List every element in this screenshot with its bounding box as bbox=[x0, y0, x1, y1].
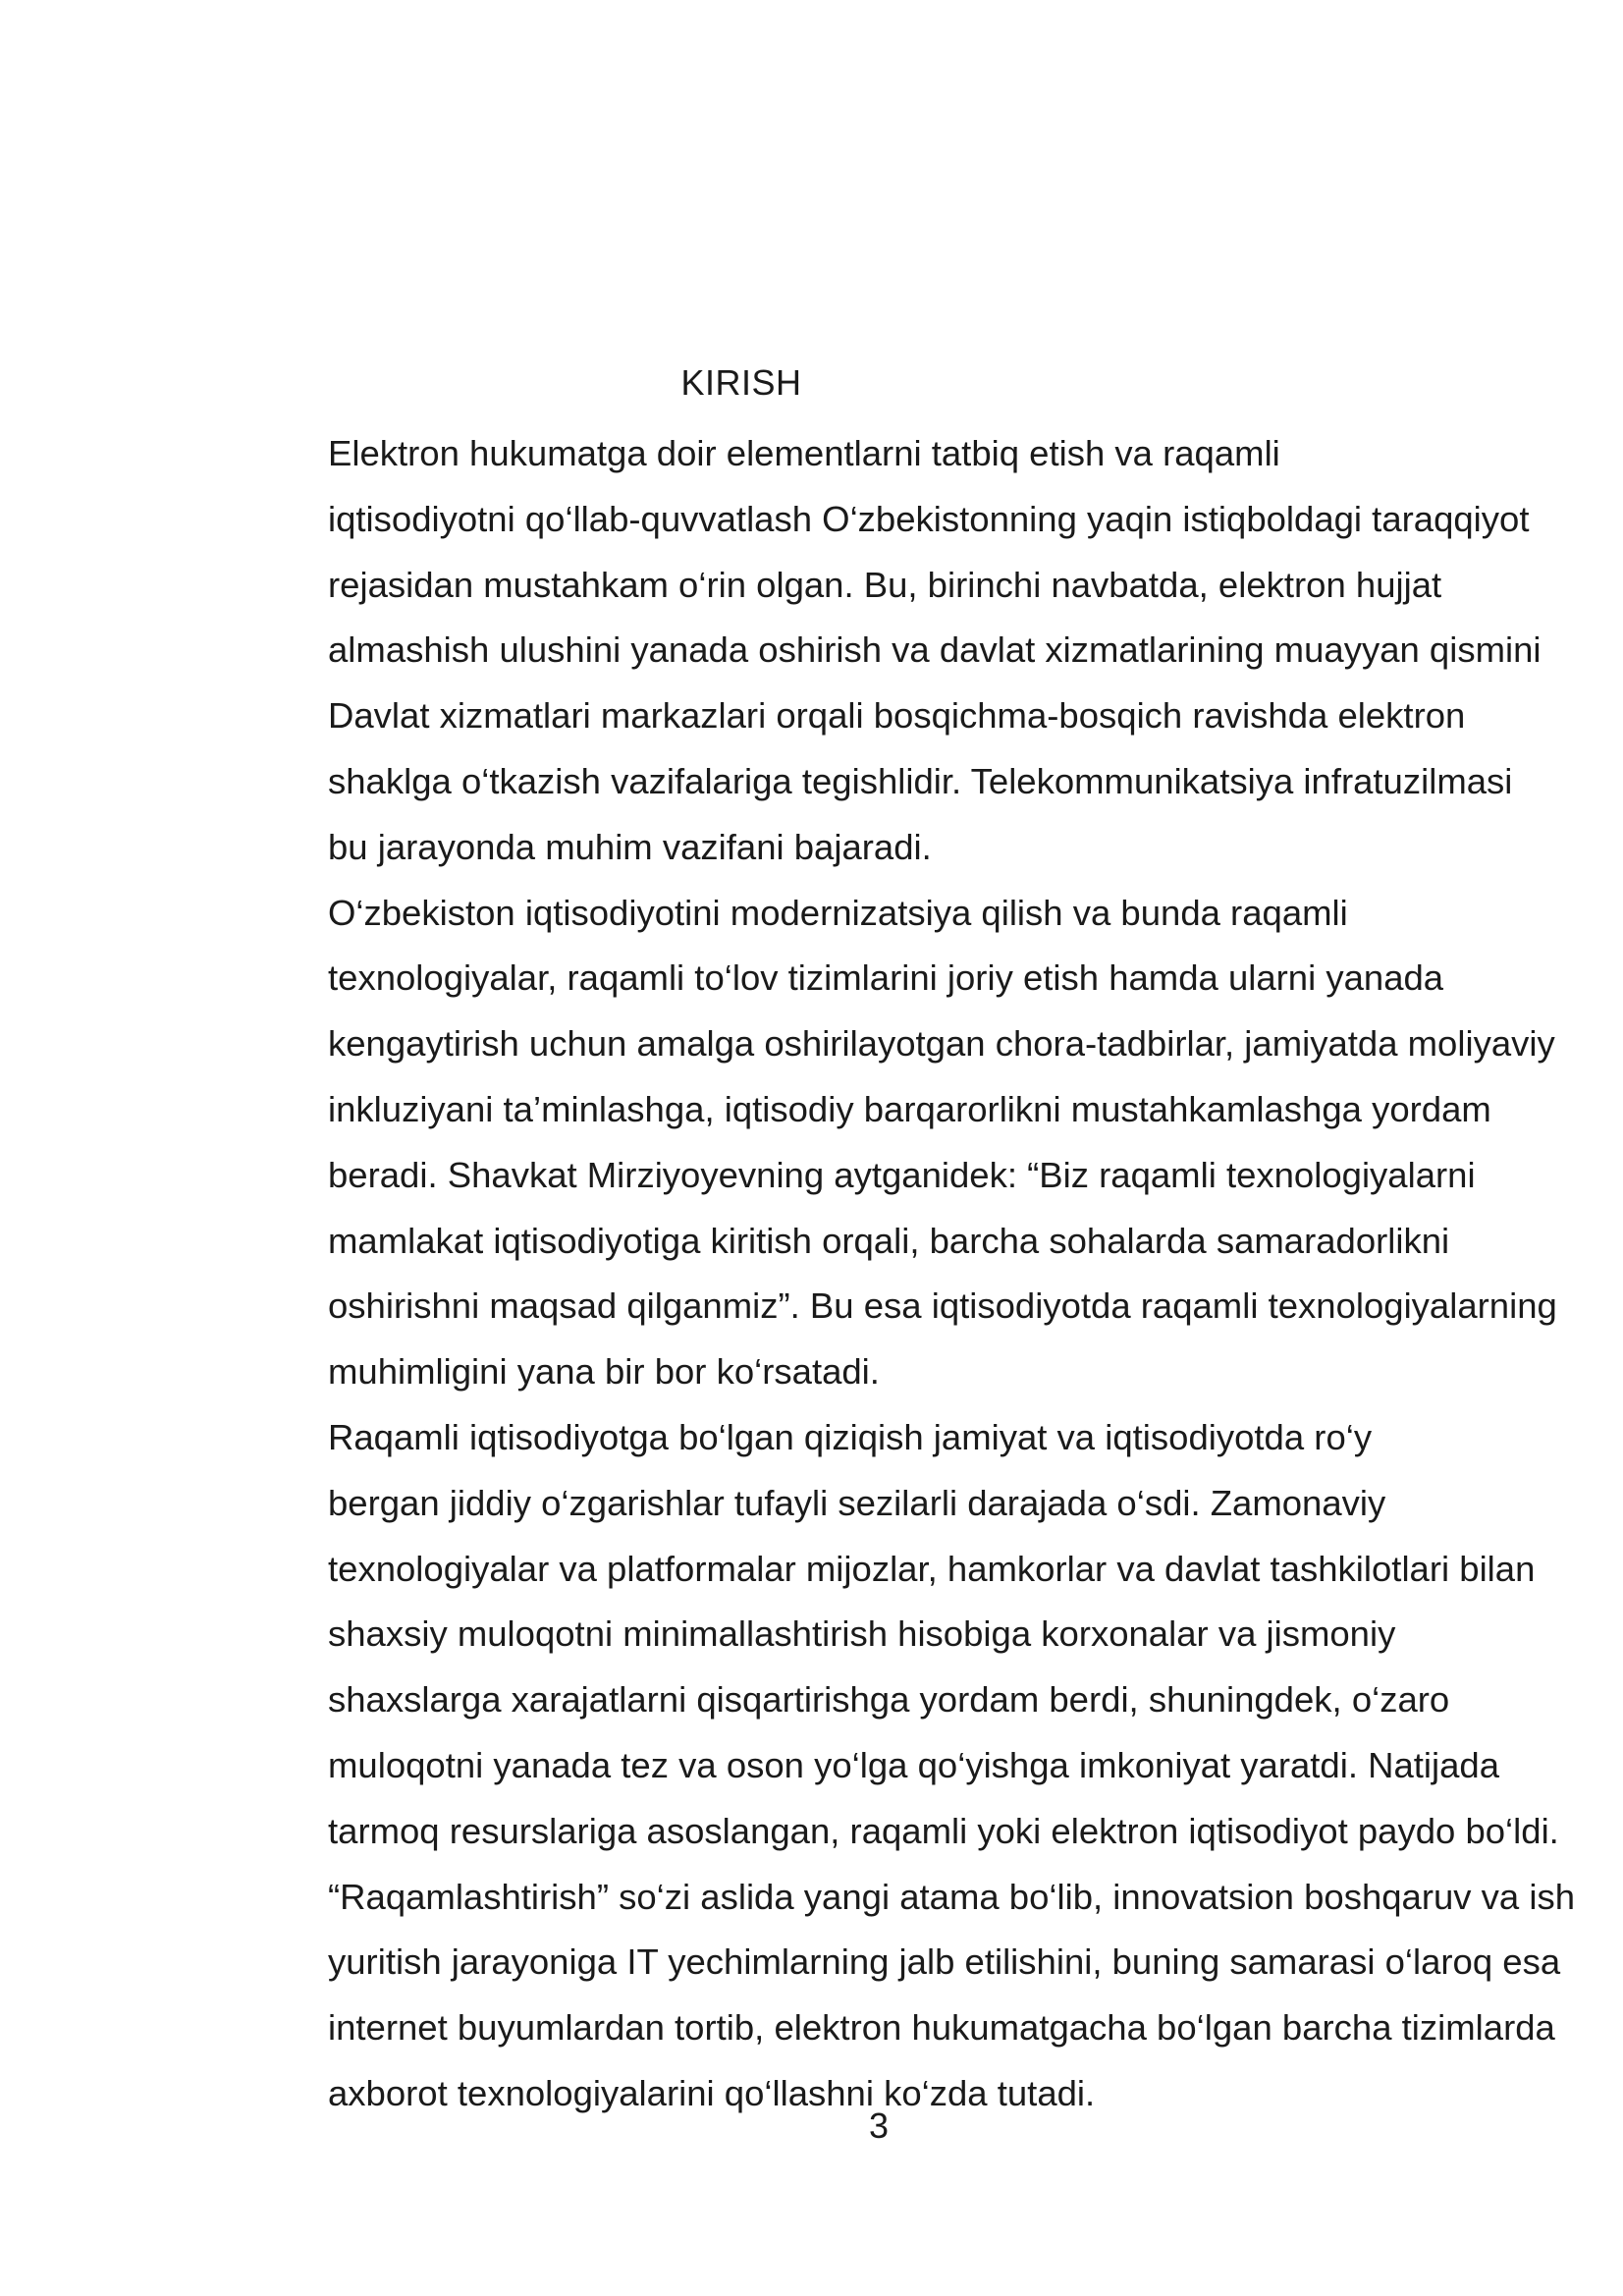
text-line: rejasidan mustahkam o‘rin olgan. Bu, birinchi navbatda, elektron hujjat bbox=[328, 564, 1442, 605]
text-line: mamlakat iqtisodiyotiga kiritish orqali, barcha sohalarda samaradorlikni bbox=[328, 1220, 1450, 1261]
text-line: Davlat xizmatlari markazlari orqali bosqichma-bosqich ravishda elektron bbox=[328, 695, 1466, 737]
page-title: KIRISH bbox=[680, 362, 802, 403]
text-line: iqtisodiyotni qo‘llab-quvvatlash O‘zbekistonning yaqin istiqboldagi taraqqiyot bbox=[328, 498, 1530, 539]
paragraph-3 bbox=[232, 1405, 1576, 2127]
text-line: kengaytirish uchun amalga oshirilayotgan chora-tadbirlar, jamiyatda moliyaviy bbox=[328, 1023, 1555, 1065]
text-line: Elektron hukumatga doir elementlarni tatbiq etish va raqamli bbox=[328, 433, 1280, 473]
text-line: bu jarayonda muhim vazifani bajaradi. bbox=[328, 826, 932, 867]
text-line: shaklga o‘tkazish vazifalariga tegishlidir. Telekommunikatsiya infratuzilmasi bbox=[328, 760, 1513, 801]
body-text bbox=[232, 421, 1576, 2127]
text-line: Raqamli iqtisodiyotga bo‘lgan qiziqish jamiyat va iqtisodiyotda ro‘y bbox=[328, 1416, 1373, 1457]
text-line: almashish ulushini yanada oshirish va davlat xizmatlarining muayyan qismini bbox=[328, 629, 1542, 671]
text-line: shaxsiy muloqotni minimallashtirish hisobiga korxonalar va jismoniy bbox=[328, 1613, 1396, 1655]
text-line: bergan jiddiy o‘zgarishlar tufayli sezilarli darajada o‘sdi. Zamonaviy bbox=[328, 1482, 1386, 1523]
text-line: axborot texnologiyalarini qo‘llashni ko‘zda tutadi. bbox=[328, 2072, 1096, 2113]
text-line: yuritish jarayoniga IT yechimlarning jalb etilishini, buning samarasi o‘laroq esa bbox=[328, 1941, 1561, 1983]
text-line: “Raqamlashtirish” so‘zi aslida yangi atama bo‘lib, innovatsion boshqaruv va ish bbox=[328, 1876, 1576, 1917]
paragraph-1 bbox=[232, 421, 1542, 881]
text-line: internet buyumlardan tortib, elektron hukumatgacha bo‘lgan barcha tizimlarda bbox=[328, 2007, 1555, 2049]
text-line: tarmoq resurslariga asoslangan, raqamli yoki elektron iqtisodiyot paydo bo‘ldi. bbox=[328, 1810, 1559, 1851]
text-line: beradi. Shavkat Mirziyoyevning aytganidek: “Biz raqamli texnologiyalarni bbox=[328, 1154, 1476, 1195]
text-line: texnologiyalar va platformalar mijozlar, hamkorlar va davlat tashkilotlari bilan bbox=[328, 1548, 1536, 1589]
text-line: texnologiyalar, raqamli to‘lov tizimlarini joriy etish hamda ularni yanada bbox=[328, 957, 1444, 999]
page-number: 3 bbox=[868, 2105, 890, 2146]
text-line: muhimligini yana bir bor ko‘rsatadi. bbox=[328, 1351, 880, 1393]
text-line: muloqotni yanada tez va oson yo‘lga qo‘yishga imkoniyat yaratdi. Natijada bbox=[328, 1744, 1500, 1785]
paragraph-2 bbox=[232, 881, 1557, 1405]
text-line: O‘zbekiston iqtisodiyotini modernizatsiya qilish va bunda raqamli bbox=[328, 892, 1348, 933]
text-line: oshirishni maqsad qilganmiz”. Bu esa iqtisodiyotda raqamli texnologiyalarning bbox=[328, 1285, 1557, 1327]
text-line: inkluziyani ta’minlashga, iqtisodiy barqarorlikni mustahkamlashga yordam bbox=[328, 1088, 1491, 1129]
text-line: shaxslarga xarajatlarni qisqartirishga yordam berdi, shuningdek, o‘zaro bbox=[328, 1679, 1450, 1721]
